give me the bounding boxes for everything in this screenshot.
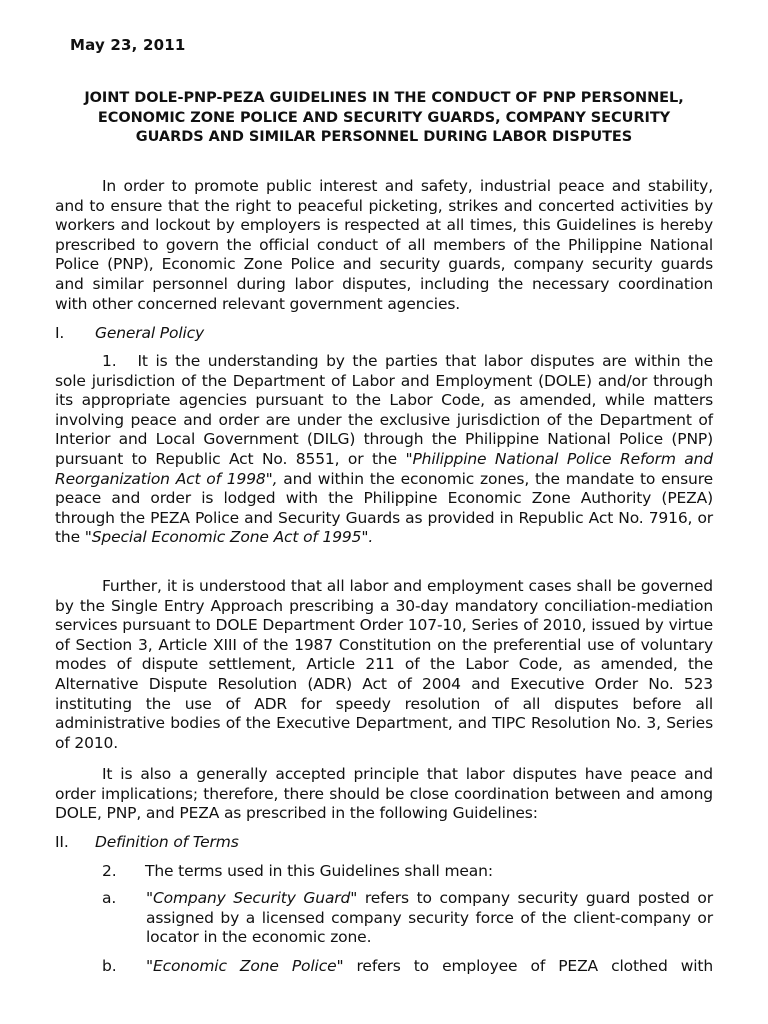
act-title-pnp: "Philippine National Police Reform and Reorganization Act of 1998", — [55, 449, 713, 488]
section-number: I. — [55, 324, 65, 342]
defined-term: "Company Security Guard" — [146, 889, 358, 907]
section-heading-definitions — [55, 833, 713, 853]
section-heading-general-policy — [55, 324, 713, 344]
section-number: II. — [55, 833, 69, 851]
policy-paragraph-1 — [55, 352, 713, 548]
paragraph-number: 2. — [102, 862, 117, 880]
paragraph-text: and within the economic zones, the mandate to ensure peace and order is lodged with the Philippine Economic Zone Authority (PEZA) through the PEZA Police and Security Guards as provided in Republic Act No. 7916, or the — [55, 469, 713, 547]
policy-paragraph-3: It is also a generally accepted principle that labor disputes have peace and order implications; therefore, there should be close coordination between and among DOLE, PNP, and PEZA as prescribed in the following Guidelines: — [55, 765, 713, 823]
paragraph-number: 1. — [102, 352, 117, 370]
section-title: General Policy — [95, 324, 205, 342]
definitions-intro — [102, 862, 493, 882]
definition-text: refers to company security guard posted or assigned by a licensed company security force of the client-company or locator in the economic zone. — [146, 889, 713, 947]
item-letter: a. — [102, 889, 117, 907]
section-title: Definition of Terms — [95, 833, 239, 851]
defined-term: "Economic Zone Police" — [146, 957, 344, 975]
item-letter: b. — [102, 957, 117, 975]
paragraph-text: The terms used in this Guidelines shall mean: — [145, 862, 493, 880]
item-body — [146, 889, 713, 948]
title-line: ECONOMIC ZONE POLICE AND SECURITY GUARDS, COMPANY SECURITY — [97, 109, 671, 126]
item-body — [146, 957, 713, 977]
act-title-ecozone: "Special Economic Zone Act of 1995". — [84, 528, 374, 547]
title-line: JOINT DOLE-PNP-PEZA GUIDELINES IN THE CONDUCT OF PNP PERSONNEL, — [84, 90, 684, 106]
document-date: May 23, 2011 — [70, 36, 186, 54]
title-line: GUARDS AND SIMILAR PERSONNEL DURING LABOR DISPUTES — [135, 129, 633, 145]
intro-paragraph: In order to promote public interest and safety, industrial peace and stability, and to ensure that the right to peaceful picketing, strikes and concerted activities by workers and lockout by employers is respected at all times, this Guidelines is hereby prescribed to govern the official conduct of all members of the Philippine National Police (PNP), Economic Zone Police and security guards, company security guards and similar personnel during labor disputes, including the necessary coordination with other concerned relevant government agencies. — [55, 177, 713, 313]
paragraph-text: It is the understanding by the parties that labor disputes are within the sole jurisdiction of the Department of Labor and Employment (DOLE) and/or through its appropriate agencies pursuant to the Labor Code, as amended, while matters involving peace and order are under the exclusive jurisdiction of the Department of Interior and Local Government (DILG) through the Philippine National Police (PNP) pursuant to Republic Act No. 8551, or the — [55, 352, 713, 468]
document-title — [55, 89, 713, 148]
policy-paragraph-2: Further, it is understood that all labor and employment cases shall be governed by the Single Entry Approach prescribing a 30-day mandatory conciliation-mediation services pursuant to DOLE Department Order 107-10, Series of 2010, issued by virtue of Section 3, Article XIII of the 1987 Constitution on the preferential use of voluntary modes of dispute settlement, Article 211 of the Labor Code, as amended, the Alternative Dispute Resolution (ADR) Act of 2004 and Executive Order No. 523 instituting the use of ADR for speedy resolution of all disputes before all administrative bodies of the Executive Department, and TIPC Resolution No. 3, Series of 2010. — [55, 577, 713, 752]
definition-text: refers to employee of PEZA clothed with — [343, 957, 714, 975]
